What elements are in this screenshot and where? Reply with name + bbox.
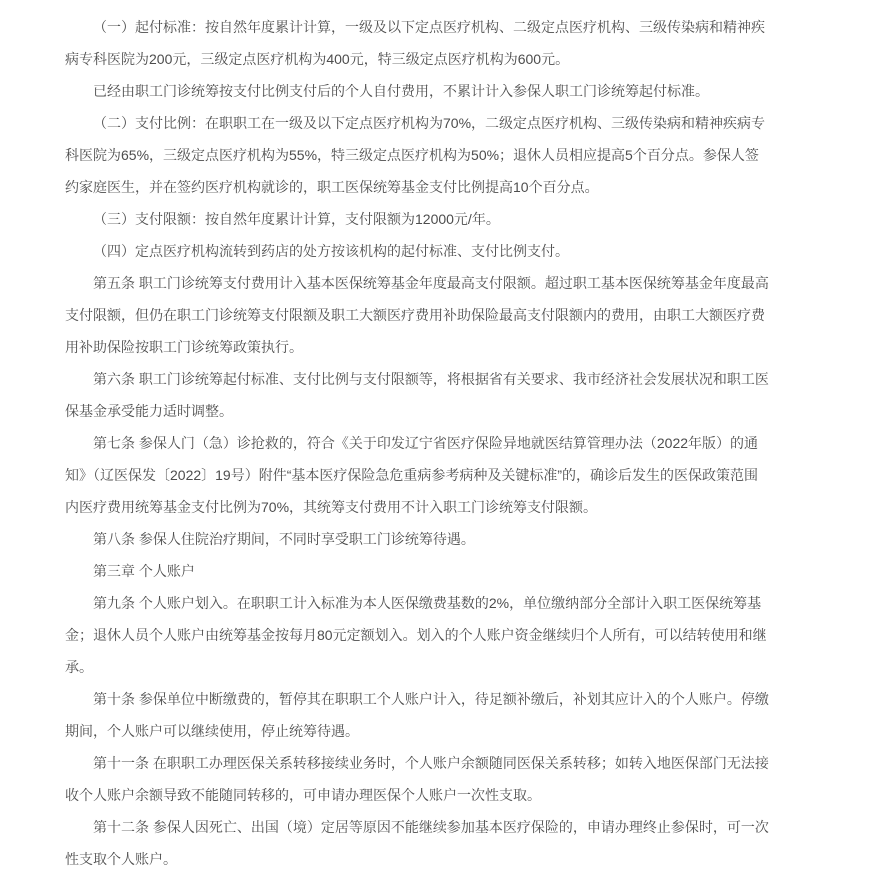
paragraph: 第十一条 在职职工办理医保关系转移接续业务时，个人账户余额随同医保关系转移；如转入地医保部门无法接收个人账户余额导致不能随同转移的，可申请办理医保个人账户一次性支取。 [65,755,769,803]
paragraph: 第五条 职工门诊统筹支付费用计入基本医保统筹基金年度最高支付限额。超过职工基本医保统筹基金年度最高支付限额，但仍在职工门诊统筹支付限额及职工大额医疗费用补助保险最高支付限额内的费用，由职工大额医疗费用补助保险按职工门诊统筹政策执行。 [65,275,769,355]
paragraph: 第七条 参保人门（急）诊抢救的，符合《关于印发辽宁省医疗保险异地就医结算管理办法（2022年版）的通知》（辽医保发〔2022〕19号）附件“基本医疗保险急危重病参考病种及关键标准”的，确诊后发生的医保政策范围内医疗费用统筹基金支付比例为70%，其统筹支付费用不计入职工门诊统筹支付限额。 [65,435,759,515]
paragraph: （二）支付比例：在职职工在一级及以下定点医疗机构为70%，二级定点医疗机构、三级传染病和精神疾病专科医院为65%，三级定点医疗机构为55%，特三级定点医疗机构为50%；退休人员相应提高5个百分点。参保人签约家庭医生，并在签约医疗机构就诊的，职工医保统筹基金支付比例提高10个百分点。 [65,115,766,195]
paragraph: 第六条 职工门诊统筹起付标准、支付比例与支付限额等，将根据省有关要求、我市经济社会发展状况和职工医保基金承受能力适时调整。 [65,371,769,419]
paragraph: （四）定点医疗机构流转到药店的处方按该机构的起付标准、支付比例支付。 [93,243,569,259]
paragraph: 已经由职工门诊统筹按支付比例支付后的个人自付费用，不累计计入参保人职工门诊统筹起付标准。 [93,83,709,99]
paragraph: 第九条 个人账户划入。在职职工计入标准为本人医保缴费基数的2%，单位缴纳部分全部计入职工医保统筹基金；退休人员个人账户由统筹基金按每月80元定额划入。划入的个人账户资金继续归个人所有，可以结转使用和继承。 [65,595,767,675]
paragraph: （一）起付标准：按自然年度累计计算，一级及以下定点医疗机构、二级定点医疗机构、三级传染病和精神疾病专科医院为200元，三级定点医疗机构为400元，特三级定点医疗机构为600元。 [65,19,765,67]
paragraph: （三）支付限额：按自然年度累计计算，支付限额为12000元/年。 [93,211,500,227]
paragraph: 第三章 个人账户 [93,563,195,579]
paragraph-list [65,11,872,875]
paragraph: 第十二条 参保人因死亡、出国（境）定居等原因不能继续参加基本医疗保险的，申请办理终止参保时，可一次性支取个人账户。 [65,819,769,867]
paragraph: 第十条 参保单位中断缴费的，暂停其在职职工个人账户计入，待足额补缴后，补划其应计入的个人账户。停缴期间，个人账户可以继续使用，停止统筹待遇。 [65,691,769,739]
paragraph: 第八条 参保人住院治疗期间，不同时享受职工门诊统筹待遇。 [93,531,475,547]
